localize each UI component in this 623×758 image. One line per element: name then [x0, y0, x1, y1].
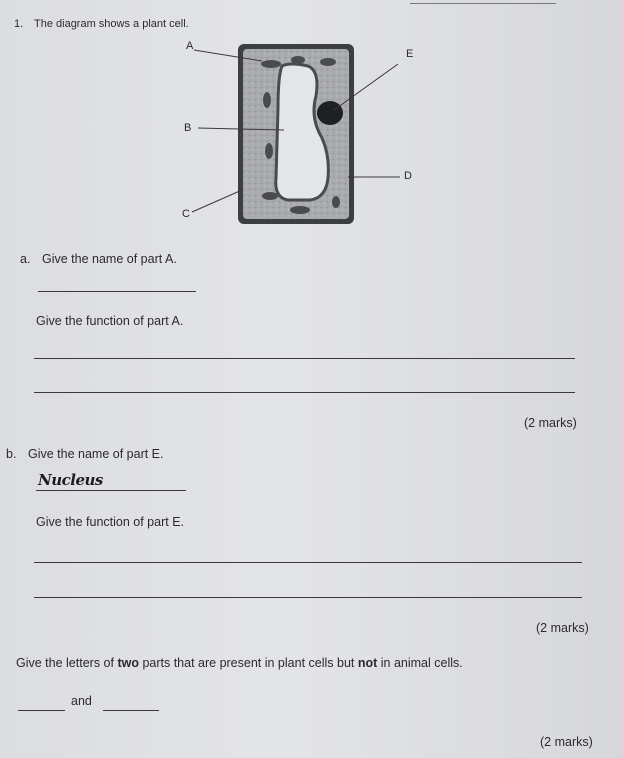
nucleus [317, 101, 343, 125]
chloroplast [332, 196, 340, 208]
part-c-prompt-mid: parts that are present in plant cells but [138, 656, 358, 670]
answer-line-part-b-function-2[interactable] [34, 597, 582, 598]
chloroplast [263, 92, 271, 108]
chloroplast [261, 60, 281, 68]
plant-cell-diagram [170, 38, 430, 233]
part-c-prompt-start: Give the letters of [16, 656, 118, 670]
chloroplast [265, 143, 273, 159]
part-a-function-prompt: Give the function of part A. [36, 314, 184, 328]
part-c-marks: (2 marks) [540, 735, 593, 749]
part-a-letter: a. [20, 252, 31, 266]
part-a-marks: (2 marks) [524, 416, 577, 430]
chloroplast [320, 58, 336, 66]
part-b-handwritten-answer: Nucleus [38, 471, 103, 489]
part-b-marks: (2 marks) [536, 621, 589, 635]
part-b-letter: b. [6, 447, 17, 461]
answer-line-part-c-first[interactable] [18, 710, 65, 711]
part-c-prompt-not: not [357, 656, 378, 670]
chloroplast [291, 56, 305, 64]
answer-line-part-b-name[interactable] [36, 490, 186, 491]
part-b-name-prompt: Give the name of part E. [28, 447, 164, 461]
diagram-label-c: C [182, 208, 190, 220]
question-number: 1. [14, 18, 24, 30]
part-a-name-prompt: Give the name of part A. [42, 252, 177, 266]
part-c-prompt [16, 656, 463, 670]
part-c-and: and [71, 694, 92, 708]
diagram-label-a: A [186, 40, 194, 52]
diagram-label-d: D [404, 170, 412, 182]
answer-line-part-b-function-1[interactable] [34, 562, 582, 563]
answer-line-part-a-function-1[interactable] [34, 358, 575, 359]
part-b-function-prompt: Give the function of part E. [36, 515, 184, 529]
diagram-label-e: E [406, 48, 414, 60]
answer-line-part-c-second[interactable] [103, 710, 159, 711]
part-c-prompt-end: in animal cells. [377, 656, 463, 670]
diagram-label-b: B [184, 122, 192, 134]
chloroplast [290, 206, 310, 214]
question-intro: The diagram shows a plant cell. [34, 18, 189, 30]
answer-line-part-a-name[interactable] [38, 291, 196, 292]
top-rule [410, 3, 556, 4]
chloroplast [262, 192, 278, 200]
label-line-c [192, 190, 242, 212]
answer-line-part-a-function-2[interactable] [34, 392, 575, 393]
part-c-prompt-two: two [117, 656, 139, 670]
